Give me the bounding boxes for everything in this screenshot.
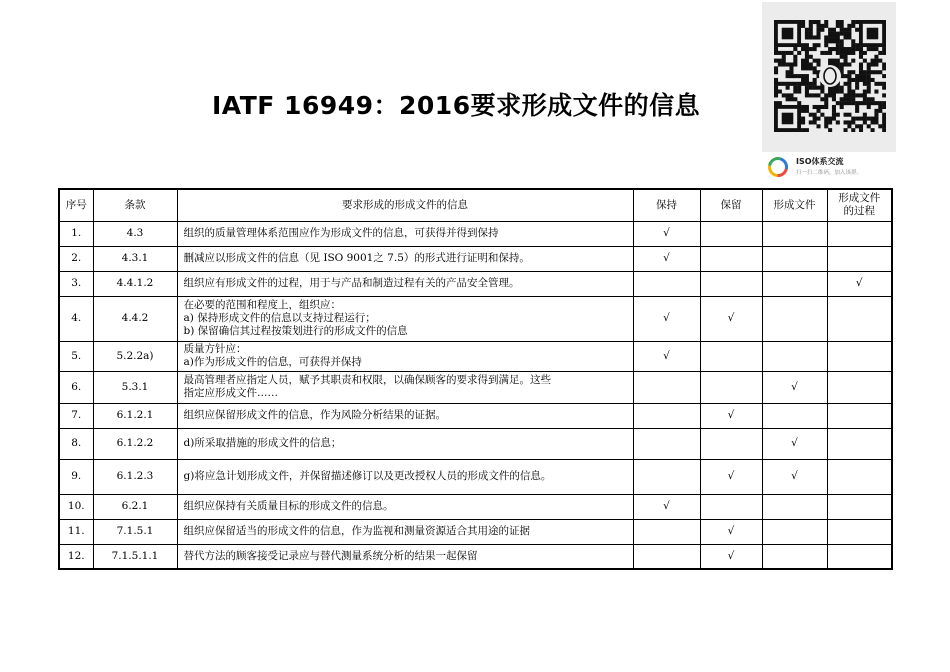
keep-check-cell [633,544,700,569]
clause-number: 5.3.1 [93,371,177,403]
row-number: 10. [59,494,93,519]
header-description: 要求形成的形成文件的信息 [177,189,633,221]
requirement-description [177,296,633,341]
description-line: 组织应保持有关质量目标的形成文件的信息。 [183,500,394,512]
documented-process-check-cell: √ [827,271,892,296]
description-line: 在必要的范围和程度上，组织应： [183,299,341,311]
qr-code-panel [762,2,896,152]
documented-check-cell [762,271,827,296]
group-subtitle: 扫一扫二维码，加入该群。 [796,170,863,176]
requirement-description [177,494,633,519]
description-line: b) 保留确信其过程按策划进行的形成文件的信息 [183,325,408,337]
documented-check-cell [762,246,827,271]
documented-process-check-cell [827,371,892,403]
table-row [59,459,892,494]
documented-check-cell [762,544,827,569]
header-documented-process: 形成文件的过程 [827,189,892,221]
documented-check-cell [762,296,827,341]
qr-code-image [774,20,886,132]
keep-check-cell [633,271,700,296]
keep-check-cell [633,519,700,544]
clause-number: 6.2.1 [93,494,177,519]
requirement-description [177,221,633,246]
header-keep: 保持 [633,189,700,221]
requirement-description [177,428,633,459]
description-line: 组织应保留形成文件的信息，作为风险分析结果的证据。 [183,409,446,421]
requirement-description [177,544,633,569]
documented-process-check-cell [827,246,892,271]
documented-check-cell [762,403,827,428]
row-number: 5. [59,341,93,371]
documented-check-cell [762,341,827,371]
keep-check-cell: √ [633,494,700,519]
documented-process-check-cell [827,519,892,544]
clause-number: 4.3 [93,221,177,246]
requirement-description [177,519,633,544]
table-header-row [59,189,892,221]
description-line: 删减应以形成文件的信息（见 ISO 9001之 7.5）的形式进行证明和保持。 [183,252,530,264]
requirement-description [177,341,633,371]
row-number: 9. [59,459,93,494]
documented-process-check-cell [827,403,892,428]
retain-check-cell: √ [700,459,762,494]
requirement-description [177,371,633,403]
documented-check-cell [762,519,827,544]
clause-number: 6.1.2.3 [93,459,177,494]
retain-check-cell: √ [700,519,762,544]
description-line: 组织应保留适当的形成文件的信息，作为监视和测量资源适合其用途的证据 [183,525,530,537]
description-line: 指定应形成文件…… [183,387,278,399]
description-line: d)所采取措施的形成文件的信息； [183,437,342,449]
retain-check-cell [700,494,762,519]
row-number: 4. [59,296,93,341]
table-row [59,494,892,519]
keep-check-cell [633,428,700,459]
description-line: g)将应急计划形成文件，并保留描述修订以及更改授权人员的形成文件的信息。 [183,470,552,482]
documented-check-cell [762,494,827,519]
documented-process-check-cell [827,544,892,569]
row-number: 6. [59,371,93,403]
keep-check-cell: √ [633,296,700,341]
table-row [59,428,892,459]
description-line: 替代方法的顾客接受记录应与替代测量系统分析的结果一起保留 [183,549,478,562]
table-row [59,341,892,371]
retain-check-cell: √ [700,296,762,341]
row-number: 12. [59,544,93,569]
documented-process-check-cell [827,221,892,246]
table-row [59,371,892,403]
requirement-description [177,403,633,428]
requirement-description [177,271,633,296]
retain-check-cell [700,371,762,403]
table-row [59,403,892,428]
table-row [59,221,892,246]
group-name: ISO体系交流 [796,157,844,166]
row-number: 3. [59,271,93,296]
requirement-description [177,246,633,271]
description-line: 最高管理者应指定人员，赋予其职责和权限，以确保顾客的要求得到满足。这些 [183,374,551,386]
header-retain: 保留 [700,189,762,221]
documented-check-cell: √ [762,371,827,403]
clause-number: 6.1.2.2 [93,428,177,459]
description-line: 质量方针应： [183,343,247,355]
retain-check-cell [700,428,762,459]
clause-number: 6.1.2.1 [93,403,177,428]
description-line: 组织应有形成文件的过程，用于与产品和制造过程有关的产品安全管理。 [183,277,520,289]
retain-check-cell: √ [700,544,762,569]
row-number: 8. [59,428,93,459]
header-number: 序号 [59,189,93,221]
documented-check-cell: √ [762,459,827,494]
retain-check-cell [700,246,762,271]
group-badge [768,154,898,180]
documented-process-check-cell [827,459,892,494]
header-clause: 条款 [93,189,177,221]
clause-number: 4.3.1 [93,246,177,271]
row-number: 11. [59,519,93,544]
keep-check-cell: √ [633,221,700,246]
keep-check-cell [633,371,700,403]
header-documented: 形成文件 [762,189,827,221]
keep-check-cell [633,403,700,428]
document-title: IATF 16949：2016要求形成文件的信息 [212,91,701,120]
keep-check-cell: √ [633,341,700,371]
documented-process-check-cell [827,494,892,519]
row-number: 2. [59,246,93,271]
retain-check-cell [700,341,762,371]
requirement-description [177,459,633,494]
keep-check-cell [633,459,700,494]
documented-process-check-cell [827,428,892,459]
documented-check-cell [762,221,827,246]
table-row [59,519,892,544]
clause-number: 7.1.5.1 [93,519,177,544]
clause-number: 5.2.2a) [93,341,177,371]
retain-check-cell: √ [700,403,762,428]
retain-check-cell [700,271,762,296]
description-line: a) 保持形成文件的信息以支持过程运行； [183,312,376,324]
description-line: a)作为形成文件的信息，可获得并保持 [183,356,362,368]
documented-info-table [58,188,893,570]
retain-check-cell [700,221,762,246]
documented-check-cell: √ [762,428,827,459]
keep-check-cell: √ [633,246,700,271]
row-number: 7. [59,403,93,428]
table-row [59,296,892,341]
clause-number: 4.4.1.2 [93,271,177,296]
documented-process-check-cell [827,296,892,341]
table-row [59,246,892,271]
description-line: 组织的质量管理体系范围应作为形成文件的信息，可获得并得到保持 [183,227,499,239]
clause-number: 4.4.2 [93,296,177,341]
table-row [59,271,892,296]
group-logo-icon [768,157,788,177]
row-number: 1. [59,221,93,246]
table-row [59,544,892,569]
clause-number: 7.1.5.1.1 [93,544,177,569]
documented-process-check-cell [827,341,892,371]
